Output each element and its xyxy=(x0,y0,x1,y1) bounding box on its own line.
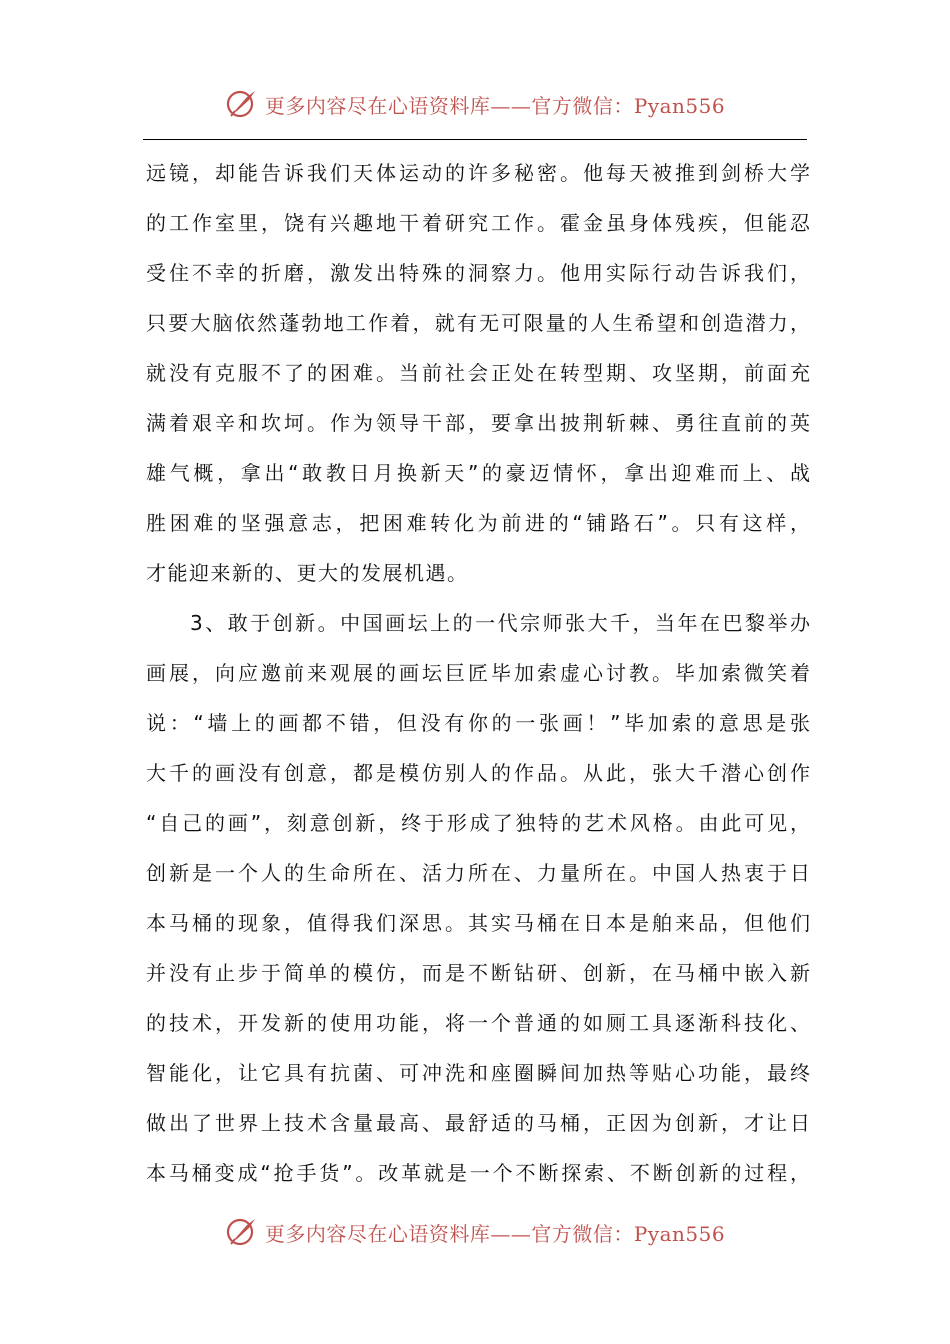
footer-banner-text: 更多内容尽在心语资料库——官方微信：Pyan556 xyxy=(264,1221,726,1246)
text-line: “自己的画”，刻意创新，终于形成了独特的艺术风格。由此可见， xyxy=(146,811,810,835)
quill-pen-logo-icon xyxy=(225,1215,259,1249)
header-divider xyxy=(143,139,807,140)
document-body xyxy=(146,148,810,1198)
text-line: 本马桶的现象，值得我们深思。其实马桶在日本是舶来品，但他们 xyxy=(146,911,810,935)
text-line: 大千的画没有创意，都是模仿别人的作品。从此，张大千潜心创作 xyxy=(146,761,810,785)
text-line: 并没有止步于简单的模仿，而是不断钻研、创新，在马桶中嵌入新 xyxy=(146,961,810,985)
header-banner-text: 更多内容尽在心语资料库——官方微信：Pyan556 xyxy=(264,93,726,118)
text-line: 画展，向应邀前来观展的画坛巨匠毕加索虚心讨教。毕加索微笑着 xyxy=(146,661,810,685)
text-line: 就没有克服不了的困难。当前社会正处在转型期、攻坚期，前面充 xyxy=(146,361,810,385)
header-banner xyxy=(0,84,950,124)
text-line: 受住不幸的折磨，激发出特殊的洞察力。他用实际行动告诉我们， xyxy=(146,261,810,285)
text-line: 的工作室里，饶有兴趣地干着研究工作。霍金虽身体残疾，但能忍 xyxy=(146,211,810,235)
text-line: 只要大脑依然蓬勃地工作着，就有无可限量的人生希望和创造潜力， xyxy=(146,311,810,335)
text-line: 雄气概，拿出“敢教日月换新天”的豪迈情怀，拿出迎难而上、战 xyxy=(146,461,810,485)
quill-pen-logo-icon xyxy=(225,87,259,121)
footer-banner xyxy=(0,1212,950,1252)
text-line-paragraph-start: 3、敢于创新。中国画坛上的一代宗师张大千，当年在巴黎举办 xyxy=(190,611,810,635)
text-line: 才能迎来新的、更大的发展机遇。 xyxy=(146,561,469,585)
text-line: 胜困难的坚强意志，把困难转化为前进的“铺路石”。只有这样， xyxy=(146,511,810,535)
text-line: 智能化，让它具有抗菌、可冲洗和座圈瞬间加热等贴心功能，最终 xyxy=(146,1061,810,1085)
text-line: 满着艰辛和坎坷。作为领导干部，要拿出披荆斩棘、勇往直前的英 xyxy=(146,411,810,435)
text-line: 做出了世界上技术含量最高、最舒适的马桶，正因为创新，才让日 xyxy=(146,1111,810,1135)
text-line: 说：“墙上的画都不错，但没有你的一张画！”毕加索的意思是张 xyxy=(146,711,810,735)
text-line: 远镜，却能告诉我们天体运动的许多秘密。他每天被推到剑桥大学 xyxy=(146,161,810,185)
text-line: 的技术，开发新的使用功能，将一个普通的如厕工具逐渐科技化、 xyxy=(146,1011,810,1035)
text-line: 本马桶变成“抢手货”。改革就是一个不断探索、不断创新的过程， xyxy=(146,1161,810,1185)
text-line: 创新是一个人的生命所在、活力所在、力量所在。中国人热衷于日 xyxy=(146,861,810,885)
